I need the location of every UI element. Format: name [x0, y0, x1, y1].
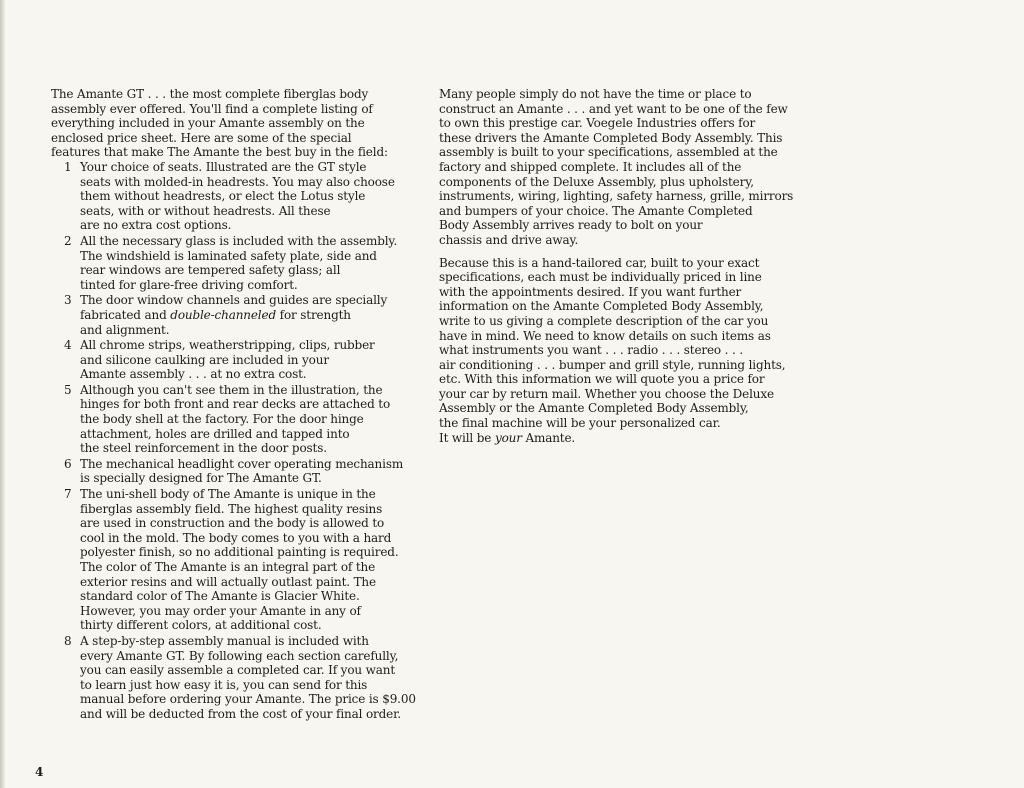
text-line: Amante assembly . . . at no extra cost.: [80, 367, 307, 382]
text-line: what instruments you want . . . radio . . . stereo . . .: [439, 343, 743, 358]
text-line: The Amante GT . . . the most complete fiberglas body: [51, 87, 369, 101]
text-line: seats with molded-in headrests. You may also choose: [80, 174, 395, 189]
emphasis-text: your: [494, 430, 522, 445]
text-line: The mechanical headlight cover operating mechanism: [80, 456, 404, 471]
text-line: All chrome strips, weatherstripping, clips, rubber: [80, 338, 375, 353]
text-line: exterior resins and will actually outlast paint. The: [80, 574, 376, 589]
text-fragment: fabricated and: [80, 307, 171, 322]
text-line: The windshield is laminated safety plate, side and: [80, 248, 377, 263]
text-line: the final machine will be your personalized car.: [439, 416, 721, 431]
item-number: 3: [64, 293, 72, 308]
text-line: standard color of The Amante is Glacier White.: [80, 589, 360, 604]
text-line: manual before ordering your Amante. The price is $9.00: [80, 692, 416, 707]
text-line: is specially designed for The Amante GT.: [80, 471, 322, 486]
feature-item-8: [51, 634, 423, 722]
text-line: The uni-shell body of The Amante is unique in the: [80, 487, 376, 502]
text-fragment: It will be: [439, 430, 495, 445]
text-line: All the necessary glass is included with the assembly.: [80, 233, 398, 248]
text-line: them without headrests, or elect the Lotus style: [80, 189, 366, 204]
feature-item-7: [51, 487, 423, 633]
text-line: Body Assembly arrives ready to bolt on your: [439, 218, 703, 233]
feature-list: [51, 160, 423, 722]
text-line: air conditioning . . . bumper and grill style, running lights,: [439, 357, 786, 372]
text-line: specifications, each must be individually priced in line: [439, 270, 762, 285]
text-line: tinted for glare-free driving comfort.: [80, 277, 298, 292]
text-line: Because this is a hand-tailored car, built to your exact: [439, 255, 760, 270]
left-column: [51, 87, 423, 723]
text-line: attachment, holes are drilled and tapped into: [80, 426, 350, 441]
text-line: polyester finish, so no additional painting is required.: [80, 545, 399, 560]
text-line: construct an Amante . . . and yet want to be one of the few: [439, 101, 788, 116]
text-fragment: Amante.: [521, 430, 576, 445]
pricing-paragraph: [439, 256, 789, 446]
item-number: 4: [64, 338, 72, 353]
text-line: and bumpers of your choice. The Amante Completed: [439, 203, 753, 218]
text-line: with the appointments desired. If you want further: [439, 284, 742, 299]
item-number: 8: [64, 633, 72, 648]
text-line: are used in construction and the body is allowed to: [80, 516, 385, 531]
text-line: Your choice of seats. Illustrated are the GT style: [80, 159, 367, 174]
text-line: information on the Amante Completed Body Assembly,: [439, 299, 764, 314]
text-line: The color of The Amante is an integral part of the: [80, 560, 376, 574]
item-number: 1: [64, 159, 72, 174]
feature-item-6: [51, 457, 423, 486]
text-line: factory and shipped complete. It includes all of the: [439, 159, 742, 174]
text-line: everything included in your Amante assembly on the: [51, 116, 365, 131]
text-line: are no extra cost options.: [80, 218, 232, 233]
text-line: etc. With this information we will quote you a price for: [439, 372, 765, 387]
text-line: every Amante GT. By following each section carefully,: [80, 648, 399, 663]
text-line: the body shell at the factory. For the door hinge: [80, 412, 364, 427]
item-number: 6: [64, 456, 72, 471]
page-number: 4: [35, 765, 44, 779]
text-line: and will be deducted from the cost of your final order.: [80, 706, 402, 721]
text-line: cool in the mold. The body comes to you with a hard: [80, 530, 392, 545]
feature-item-3: [51, 293, 423, 337]
feature-item-4: [51, 338, 423, 382]
text-line: assembly ever offered. You'll find a complete listing of: [51, 101, 373, 116]
right-column: [439, 87, 794, 445]
text-line: and silicone caulking are included in your: [80, 352, 329, 367]
page-binding-edge: [0, 0, 5, 788]
intro-paragraph: [51, 87, 423, 160]
text-line: you can easily assemble a completed car. If you want: [80, 663, 396, 678]
text-line: rear windows are tempered safety glass; all: [80, 263, 341, 278]
text-line: Assembly or the Amante Completed Body Assembly,: [439, 401, 749, 416]
feature-item-1: [51, 160, 423, 233]
item-number: 5: [64, 382, 72, 397]
item-number: 7: [64, 487, 72, 502]
text-line: and alignment.: [80, 322, 170, 337]
text-line: instruments, wiring, lighting, safety harness, grille, mirrors: [439, 189, 794, 204]
completed-assembly-paragraph: [439, 87, 794, 248]
text-line: chassis and drive away.: [439, 232, 579, 247]
text-line: to learn just how easy it is, you can send for this: [80, 677, 368, 692]
text-line: components of the Deluxe Assembly, plus upholstery,: [439, 174, 754, 189]
text-line: A step-by-step assembly manual is included with: [80, 633, 369, 648]
text-line: assembly is built to your specifications, assembled at the: [439, 145, 778, 160]
text-line: The door window channels and guides are specially: [80, 293, 388, 308]
emphasis-text: double-channeled: [170, 307, 276, 322]
text-line: to own this prestige car. Voegele Industries offers for: [439, 116, 756, 131]
text-line: However, you may order your Amante in any of: [80, 603, 361, 618]
closing-line: [439, 431, 789, 446]
text-line: have in mind. We need to know details on such items as: [439, 328, 771, 343]
text-line: Although you can't see them in the illustration, the: [80, 382, 383, 397]
text-line: write to us giving a complete description of the car you: [439, 313, 769, 328]
text-line: enclosed price sheet. Here are some of the special: [51, 130, 352, 145]
text-line: fiberglas assembly field. The highest quality resins: [80, 501, 383, 516]
feature-item-5: [51, 383, 423, 456]
text-line: seats, with or without headrests. All these: [80, 203, 331, 218]
text-line: Many people simply do not have the time or place to: [439, 87, 752, 101]
text-line: [80, 308, 423, 323]
text-line: thirty different colors, at additional cost.: [80, 618, 322, 633]
text-line: your car by return mail. Whether you choose the Deluxe: [439, 386, 774, 401]
text-line: features that make The Amante the best buy in the field:: [51, 145, 388, 160]
text-line: these drivers the Amante Completed Body Assembly. This: [439, 130, 783, 145]
text-line: hinges for both front and rear decks are attached to: [80, 397, 391, 412]
text-fragment: for strength: [275, 307, 351, 322]
item-number: 2: [64, 233, 72, 248]
feature-item-2: [51, 234, 423, 292]
text-line: the steel reinforcement in the door posts.: [80, 441, 327, 456]
